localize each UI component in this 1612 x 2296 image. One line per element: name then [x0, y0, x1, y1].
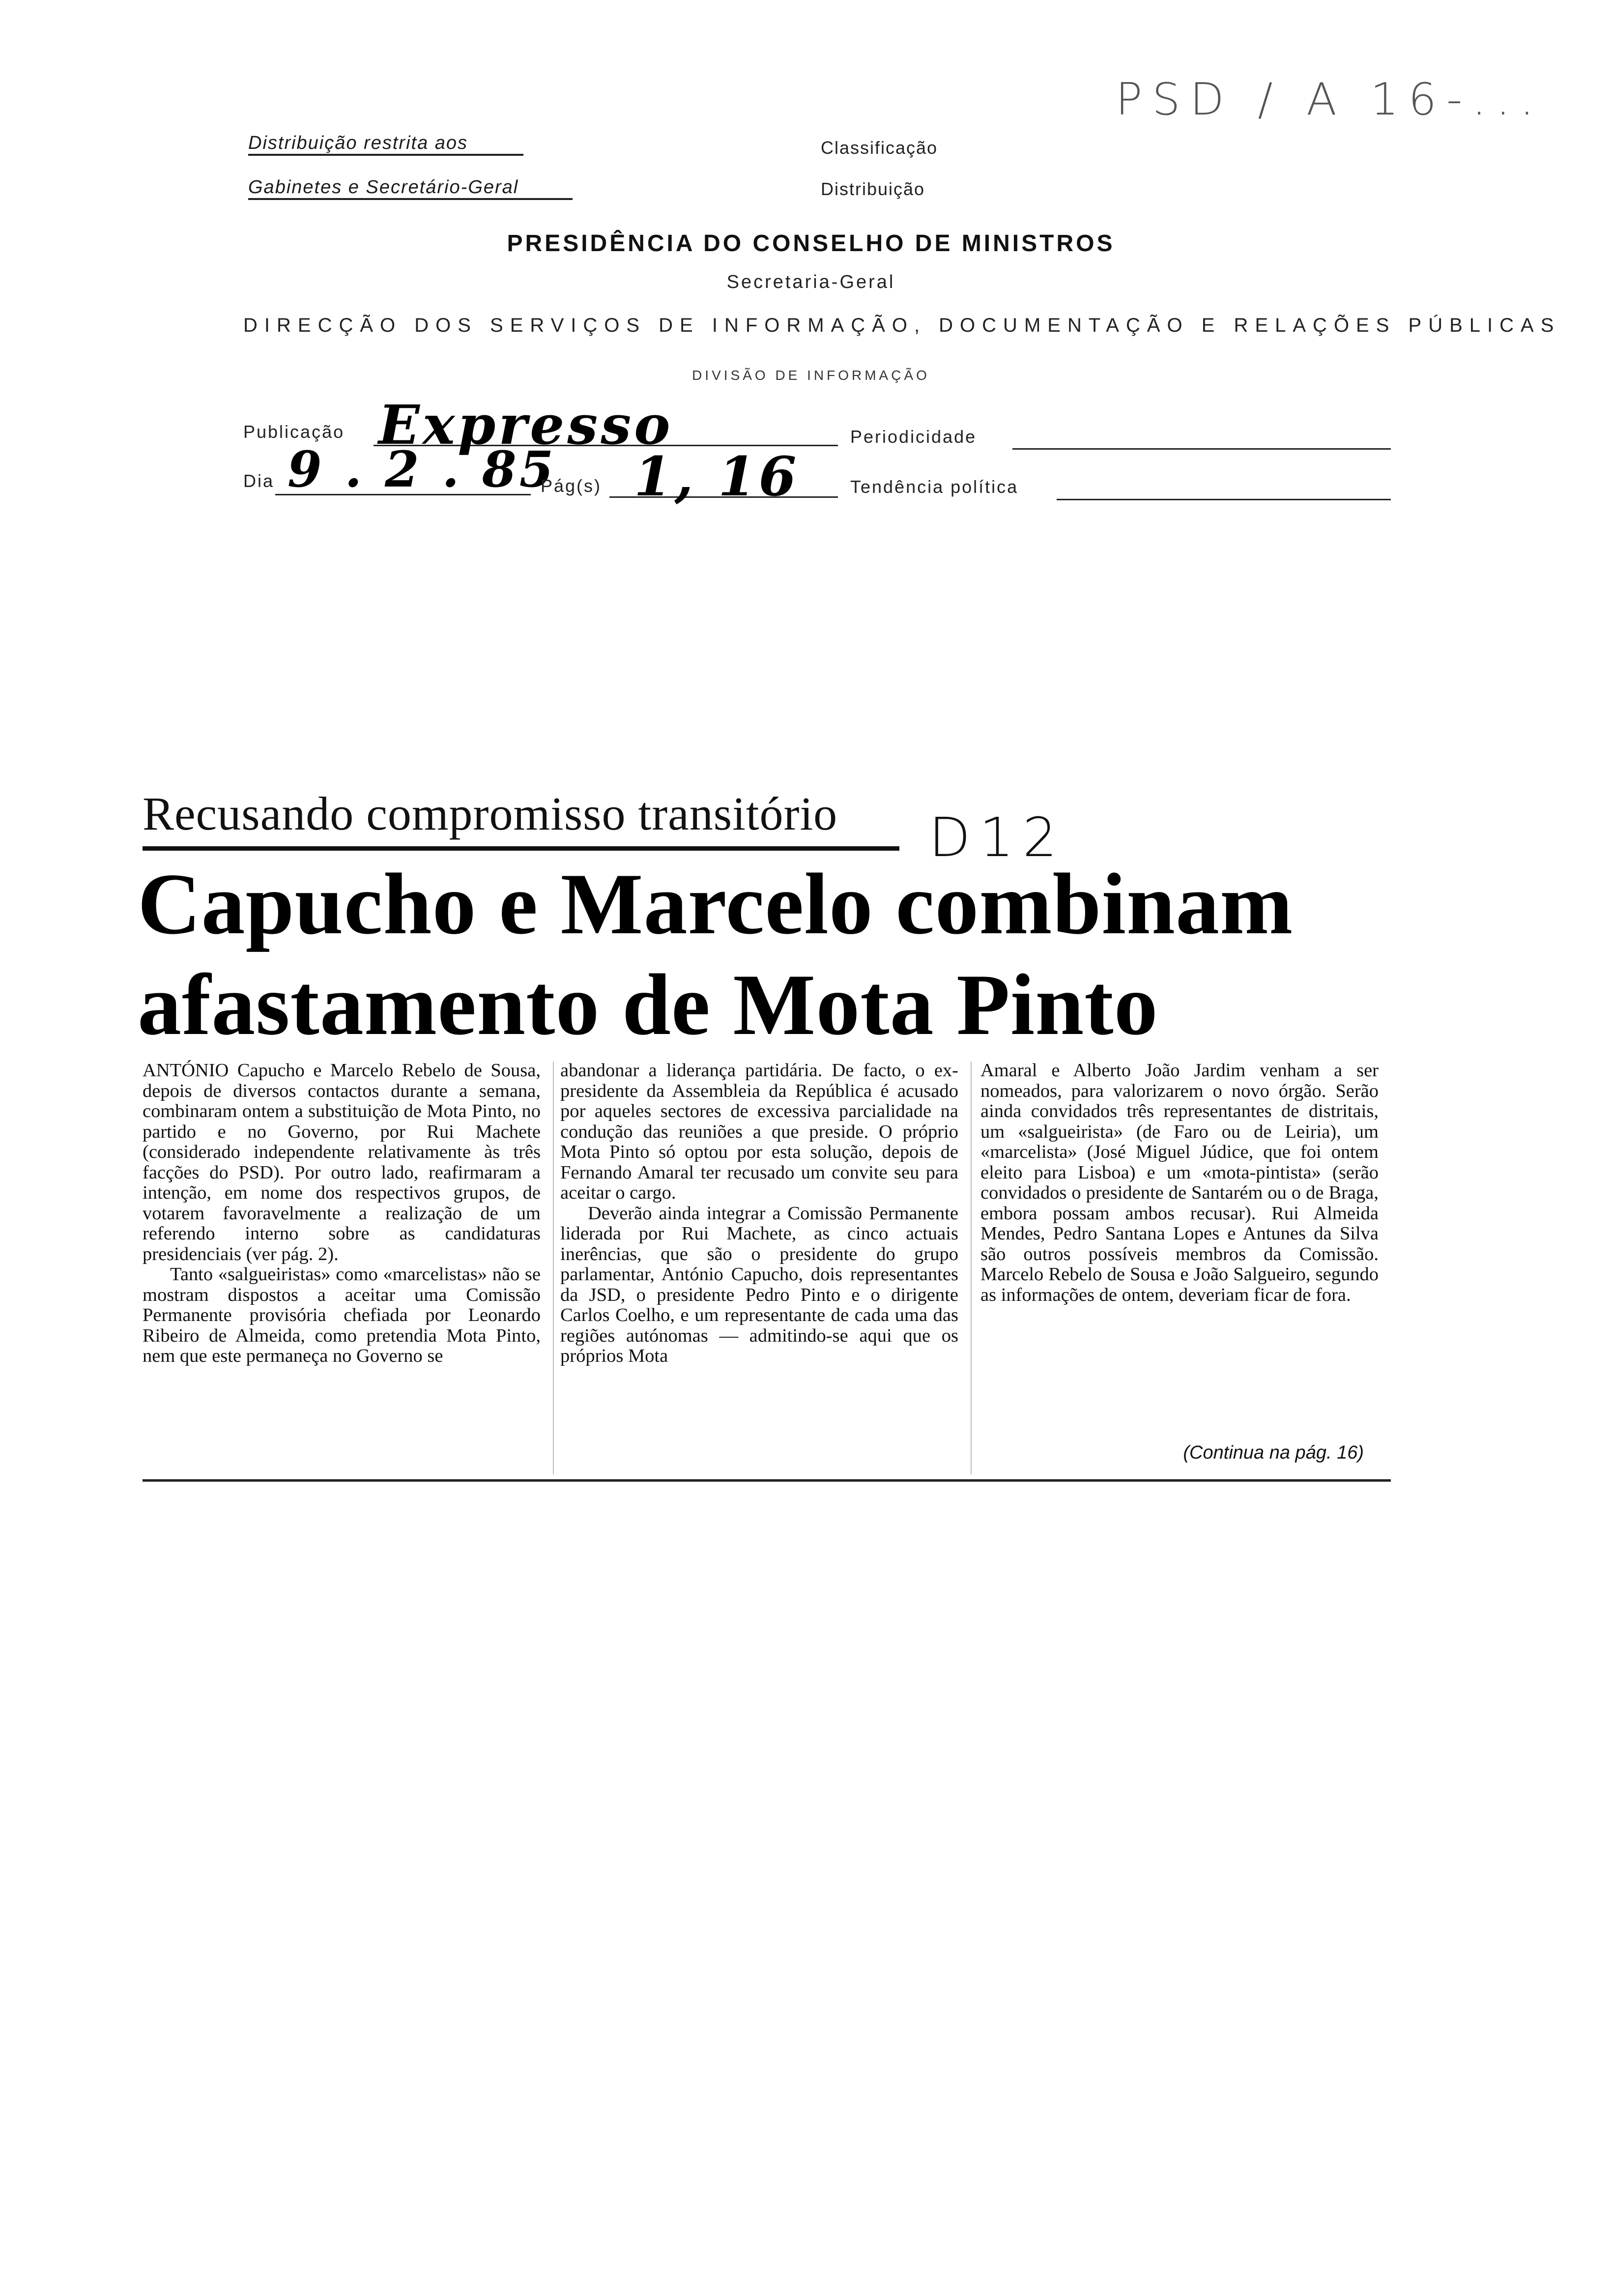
pages-value-handwritten: 1, 16	[634, 445, 800, 508]
article-column-2	[560, 1061, 958, 1367]
article-headline-line1: Capucho e Marcelo combinam	[138, 855, 1294, 952]
column-separator	[553, 1062, 554, 1474]
handwritten-reference-note: PSD / A 16-...	[1116, 74, 1544, 125]
article-paragraph: abandonar a liderança partidária. De facto, o ex-presidente da Assembleia da República é acusado por aqueles sectores de excessiva parcialidade na condução das reuniões a que preside. O próprio Mota Pinto só optou por esta solução, depois de Fernando Amaral ter recusado um convite seu para aceitar o cargo.	[560, 1060, 958, 1203]
kicker-underline	[143, 846, 899, 851]
article-kicker: Recusando compromisso transitório	[143, 787, 838, 840]
tendency-line	[1057, 499, 1391, 500]
organization-title: PRESIDÊNCIA DO CONSELHO DE MINISTROS	[507, 230, 1115, 257]
article-paragraph: Amaral e Alberto João Jardim venham a ser nomeados, para valorizarem o novo órgão. Serão ainda convidados três representantes de distritais, um «salgueirista» (de Faro ou de Leiria), um «marcelista» (José Miguel Júdice, que foi ontem eleito para Lisboa) e um «mota-pintista» (serão convidados o presidente de Santarém ou o de Braga, embora possam ambos recusar). Rui Almeida Mendes, Pedro Santana Lopes e Antunes da Silva são outros possíveis membros da Comissão. Marcelo Rebelo de Sousa e João Salgueiro, segundo as informações de ontem, deveriam ficar de fora.	[980, 1060, 1379, 1305]
periodicity-label: Periodicidade	[850, 427, 977, 447]
periodicity-line	[1012, 448, 1391, 450]
article-column-3	[980, 1061, 1379, 1305]
continued-on-page-note: (Continua na pág. 16)	[1183, 1442, 1364, 1463]
article-headline-line2: afastamento de Mota Pinto	[138, 956, 1158, 1053]
organization-department: DIRECÇÃO DOS SERVIÇOS DE INFORMAÇÃO, DOCUMENTAÇÃO E RELAÇÕES PÚBLICAS	[243, 315, 1561, 336]
article-bottom-rule	[143, 1479, 1391, 1482]
organization-division: DIVISÃO DE INFORMAÇÃO	[692, 368, 930, 383]
handwritten-article-mark: D12	[929, 806, 1066, 869]
distribution-restriction-line2: Gabinetes e Secretário-Geral	[248, 177, 573, 200]
article-paragraph: Deverão ainda integrar a Comissão Permanente liderada por Rui Machete, as cinco actuais inerências, que são o presidente do grupo parlamentar, António Capucho, dois representantes da JSD, o presidente Pedro Pinto e o dirigente Carlos Coelho, e um representante de cada uma das regiões autónomas — admitindo-se aqui que os próprios Mota	[560, 1203, 958, 1366]
publication-value-handwritten: Expresso	[378, 393, 673, 457]
distribution-restriction-line1: Distribuição restrita aos	[248, 133, 523, 156]
day-label: Dia	[243, 471, 275, 491]
article-clipping	[138, 776, 1396, 1499]
article-paragraph: Tanto «salgueiristas» como «marcelistas» não se mostram dispostos a aceitar uma Comissão Permanente provisória chefiada por Leonardo Ribeiro de Almeida, como pretendia Mota Pinto, nem que este permaneça no Governo se	[143, 1264, 541, 1366]
tendency-label: Tendência política	[850, 477, 1019, 497]
day-value-handwritten: 9 . 2 . 85	[288, 440, 557, 498]
distribution-label: Distribuição	[821, 179, 925, 199]
organization-secretariat: Secretaria-Geral	[726, 272, 895, 292]
pages-label: Pág(s)	[541, 476, 602, 496]
publication-label: Publicação	[243, 422, 345, 442]
classification-label: Classificação	[821, 138, 938, 158]
article-paragraph: ANTÓNIO Capucho e Marcelo Rebelo de Sousa, depois de diversos contactos durante a semana, combinaram ontem a substituição de Mota Pinto, no partido e no Governo, por Rui Machete (considerado independente relativamente às três facções do PSD). Por outro lado, reafirmaram a intenção, em nome dos respectivos grupos, de votarem favoravelmente a realização de um referendo interno sobre as candidaturas presidenciais (ver pág. 2).	[143, 1060, 541, 1264]
article-column-1	[143, 1061, 541, 1367]
column-separator	[971, 1062, 972, 1474]
